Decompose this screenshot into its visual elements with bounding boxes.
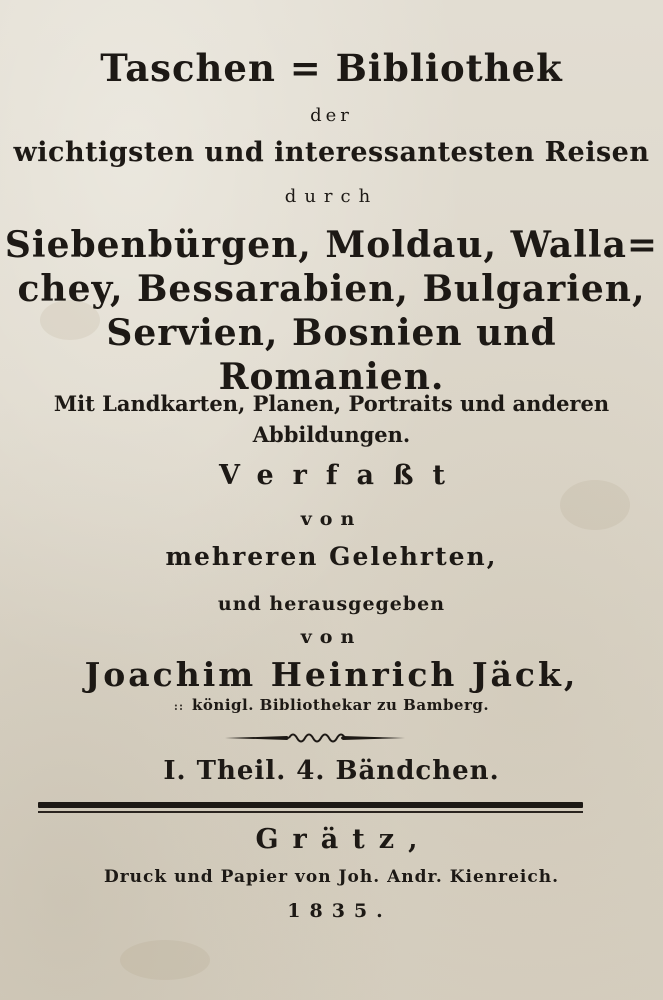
illustrations-note — [0, 388, 663, 450]
places-line: Siebenbürgen, Moldau, Walla= — [4, 224, 659, 266]
illustrations-line: Mit Landkarten, Planen, Portraits und anderen — [53, 391, 610, 416]
places-list — [0, 223, 663, 399]
editor-name: Joachim Heinrich Jäck, — [84, 655, 579, 694]
book-subtitle: wichtigsten und interessantesten Reisen — [13, 137, 650, 168]
rule-thick — [38, 802, 583, 808]
paper-stain — [120, 940, 210, 980]
article-der: der — [310, 105, 353, 126]
editor-marks: :: — [173, 700, 185, 713]
word-von: von — [300, 626, 363, 648]
printer-line: Druck und Papier von Joh. Andr. Kienreich. — [103, 867, 560, 887]
ornament-divider — [225, 729, 405, 747]
editor-title-line — [0, 698, 663, 713]
illustrations-line: Abbildungen. — [252, 422, 411, 447]
publication-place: Grätz, — [255, 824, 432, 855]
authors-line: mehreren Gelehrten, — [165, 542, 498, 571]
verfasst-heading: Verfaßt — [219, 460, 464, 491]
publication-year: 1835. — [287, 900, 392, 922]
word-durch: durch — [284, 186, 379, 207]
places-line: Romanien. — [218, 356, 445, 398]
volume-line: I. Theil. 4. Bändchen. — [163, 756, 500, 786]
places-line: Servien, Bosnien und — [106, 312, 557, 354]
editor-intro: und herausgegeben — [217, 593, 446, 615]
editor-title: königl. Bibliothekar zu Bamberg. — [192, 696, 490, 714]
word-von: von — [300, 508, 363, 530]
rule-thin — [38, 811, 583, 813]
places-line: chey, Bessarabien, Bulgarien, — [17, 268, 646, 310]
double-rule — [38, 802, 583, 813]
book-title: Taschen = Bibliothek — [100, 46, 563, 90]
